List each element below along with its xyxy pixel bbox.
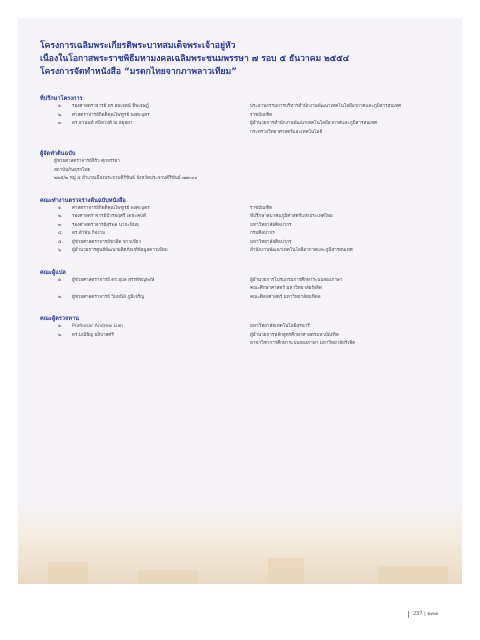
list-item: ๓. รองศาสตราจารย์สุรพล นาถะพินธุ มหาวิทยาลัยศิลปากร [58,222,292,228]
title-line-1: โครงการเฉลิมพระเกียรติพระบาทสมเด็จพระเจ้าอยู่หัว [40,41,236,51]
list-item: ๒. ศาสตราจารย์กิตติคุณไพฑูรย์ พงศะบุตร ราชบัณฑิต [58,112,273,118]
decorative-footer-image [18,500,462,584]
list-item-continuation: คณะศึกษาศาสตร์ มหาวิทยาลัยรังสิต [250,286,322,291]
page-footer [408,610,438,618]
list-item: ๖. ผู้อำนวยการศูนย์พัฒนาผลิตภัณฑ์ข้อมูลดาวเทียม สำนักงานพัฒนาเทคโนโลยีอวกาศและภูมิสารสนเทศ [58,248,353,253]
list-item: ๑. ศาสตราจารย์กิตติคุณไพฑูรย์ พงศะบุตร ราชบัณฑิต [58,205,273,211]
list-item-continuation: กระทรวงวิทยาศาสตร์และเทคโนโลยี [250,129,323,135]
section-title-reviewers: คณะทำงานตรวจร่างต้นฉบับหนังสือ [40,197,126,204]
section-title-originator: ผู้จัดทำต้นฉบับ [40,151,76,157]
title-line-2: เนื่องในโอกาสพระราชพิธีมหามงคลเฉลิมพระชนมพรรษา ๗ รอบ ๕ ธันวาคม ๒๕๕๔ [40,54,350,64]
page-title [40,40,445,79]
section-title-advisors: ที่ปรึกษาโครงการ [40,96,83,102]
list-item: ๑. รองศาสตราจารย์ ดร.สมเจตน์ ทิพเจษฎ์ ประธานกรรมการบริหารสำนักงานพัฒนาเทคโนโลยีอวกาศและภูมิสารสนเทศ [58,104,402,109]
originator-line: ๒๒๕/๒ หมู่ ๕ อำเภอเมืองประจวบคีรีขันธ์ จังหวัดประจวบคีรีขันธ์ ๗๗๐๐๐ [54,176,198,181]
credits-page [40,40,445,349]
section-title-editors: คณะผู้ตรวจทาน [40,316,79,322]
originator-line: สถาบันกันธุรกไทย [54,167,91,173]
footer-divider [408,611,409,618]
section-title-translators: คณะผู้แปล [40,269,66,276]
list-item: ๒. ดร.มณีพิญ ผลิบาสศรี ผู้อำนวยการหลักสูตรศึกษาศาสตรมหาบัณฑิต [58,332,339,338]
list-item: ๒. รองศาสตราจารย์บัวรพฤศรี เดชะคุปต์ ที่ปรึกษาสมาคมภูมิศาสตร์แห่งประเทศไทย [58,214,333,219]
list-item: ๑. ผู้ช่วยศาสตราจารย์ ดร.อุบล สรรพัชญพงษ์ ผู้อำนวยการโปรแกรมการศึกษาระบบสองภาษา [58,277,343,283]
originator-line: ผู้ช่วยศาสตราจารย์จิรัว ศุภจรรยา [54,159,120,164]
page-number: 237 | ๒๓๗ [413,611,438,617]
list-item: ๕. ผู้ช่วยศาสตราจารย์ชวลิต ขาวเขียว มหาวิทยาลัยศิลปากร [58,239,292,245]
list-item: ๒. ผู้ช่วยศาสตราจารย์ วิมหนิล์ ภูมิเจริญ คณะศิลปศาสตร์ มหาวิทยาลัยมหิดล [58,294,321,300]
list-item: ๓. ดร.อานนท์ สนิทวงศ์ ณ อยุธยา ผู้อำนวยการสำนักงานพัฒนาเทคโนโลยีอวกาศและภูมิสารสนเทศ [58,121,377,126]
title-line-3: โครงการจัดทำหนังสือ “มรดกไทยจากภาพลาวเทียม” [40,67,237,77]
list-item: ๔. ดร.อำพัน กิจงาม กรมศิลปากร [58,231,275,236]
list-item-continuation: สาขาวิชาการศึกษาระบบสองภาษา มหาวิทยาลัยรังสิต [250,341,356,346]
list-item: ๑. Professor Andrew Lian มหาวิทยาลัยเทคโนโลยีสุรนารี [58,324,310,329]
